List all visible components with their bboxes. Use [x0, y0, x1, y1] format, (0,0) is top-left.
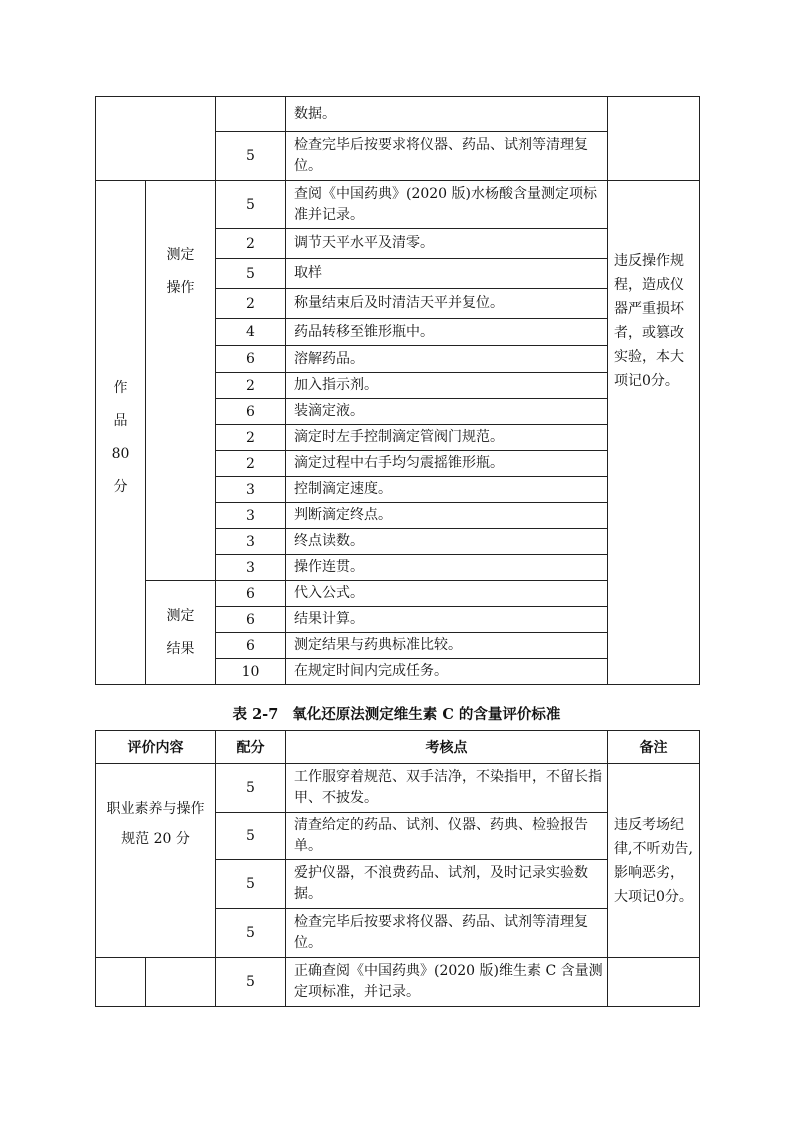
scoring-table-vitamin-c: [95, 730, 700, 1007]
checkpoint-cell: 操作连贯。: [286, 555, 608, 581]
score-cell: [216, 97, 286, 132]
checkpoint-cell: 称量结束后及时清洁天平并复位。: [286, 289, 608, 319]
score-cell: 6: [216, 633, 286, 659]
table-row: [96, 181, 700, 229]
score-cell: 5: [216, 181, 286, 229]
score-cell: 6: [216, 607, 286, 633]
score-cell: 6: [216, 581, 286, 607]
checkpoint-cell: 数据。: [286, 97, 608, 132]
checkpoint-cell: 查阅《中国药典》(2020 版)水杨酸含量测定项标准并记录。: [286, 181, 608, 229]
checkpoint-cell: 检查完毕后按要求将仪器、药品、试剂等清理复位。: [286, 132, 608, 181]
score-cell: 5: [216, 958, 286, 1007]
score-cell: 2: [216, 289, 286, 319]
checkpoint-cell: 终点读数。: [286, 529, 608, 555]
table-row: [96, 958, 700, 1007]
score-cell: 5: [216, 132, 286, 181]
note-cell: 违反操作规程，造成仪器严重损坏者，或篡改实验，本大项记0分。: [608, 181, 700, 685]
table-caption: [0, 703, 793, 724]
checkpoint-cell: 装滴定液。: [286, 399, 608, 425]
score-cell: 5: [216, 909, 286, 958]
checkpoint-cell: 药品转移至锥形瓶中。: [286, 319, 608, 346]
checkpoint-cell: 代入公式。: [286, 581, 608, 607]
group-cell: [146, 958, 216, 1007]
section-label-works: 作 品 80 分: [96, 181, 146, 685]
scoring-table-continued: [95, 96, 700, 685]
checkpoint-cell: 正确查阅《中国药典》(2020 版)维生素 C 含量测定项标准，并记录。: [286, 958, 608, 1007]
checkpoint-cell: 加入指示剂。: [286, 373, 608, 399]
note-cell: [608, 97, 700, 181]
score-cell: 2: [216, 425, 286, 451]
checkpoint-cell: 判断滴定终点。: [286, 503, 608, 529]
score-cell: 5: [216, 764, 286, 813]
table-row: [96, 764, 700, 813]
score-cell: 5: [216, 259, 286, 289]
score-cell: 6: [216, 399, 286, 425]
checkpoint-cell: 溶解药品。: [286, 346, 608, 373]
header-score: 配分: [216, 731, 286, 764]
note-cell: [608, 958, 700, 1007]
score-cell: 5: [216, 860, 286, 909]
score-cell: 6: [216, 346, 286, 373]
checkpoint-cell: 测定结果与药典标准比较。: [286, 633, 608, 659]
header-content: 评价内容: [96, 731, 216, 764]
section-cell: [96, 97, 216, 181]
score-cell: 3: [216, 555, 286, 581]
table-caption-number: 表 2-7: [232, 706, 279, 723]
checkpoint-cell: 取样: [286, 259, 608, 289]
score-cell: 2: [216, 229, 286, 259]
table-row: [96, 97, 700, 132]
score-cell: 5: [216, 813, 286, 860]
checkpoint-cell: 调节天平水平及清零。: [286, 229, 608, 259]
group-label-operation: 测定 操作: [146, 181, 216, 581]
note-cell: 违反考场纪律,不听劝告,影响恶劣，大项记0分。: [608, 764, 700, 958]
checkpoint-cell: 滴定时左手控制滴定管阀门规范。: [286, 425, 608, 451]
score-cell: 3: [216, 503, 286, 529]
header-checkpoint: 考核点: [286, 731, 608, 764]
group-label-result: 测定 结果: [146, 581, 216, 685]
section-label-professionalism: 职业素养与操作规范 20 分: [96, 764, 216, 958]
header-note: 备注: [608, 731, 700, 764]
checkpoint-cell: 结果计算。: [286, 607, 608, 633]
section-cell: [96, 958, 146, 1007]
checkpoint-cell: 在规定时间内完成任务。: [286, 659, 608, 685]
checkpoint-cell: 检查完毕后按要求将仪器、药品、试剂等清理复位。: [286, 909, 608, 958]
checkpoint-cell: 控制滴定速度。: [286, 477, 608, 503]
checkpoint-cell: 清查给定的药品、试剂、仪器、药典、检验报告单。: [286, 813, 608, 860]
score-cell: 2: [216, 451, 286, 477]
table-caption-title: 氧化还原法测定维生素 C 的含量评价标准: [292, 706, 561, 723]
score-cell: 3: [216, 529, 286, 555]
header-row: [96, 731, 700, 764]
score-cell: 2: [216, 373, 286, 399]
checkpoint-cell: 工作服穿着规范、双手洁净，不染指甲，不留长指甲、不披发。: [286, 764, 608, 813]
score-cell: 3: [216, 477, 286, 503]
score-cell: 10: [216, 659, 286, 685]
checkpoint-cell: 爱护仪器，不浪费药品、试剂，及时记录实验数据。: [286, 860, 608, 909]
score-cell: 4: [216, 319, 286, 346]
checkpoint-cell: 滴定过程中右手均匀震摇锥形瓶。: [286, 451, 608, 477]
